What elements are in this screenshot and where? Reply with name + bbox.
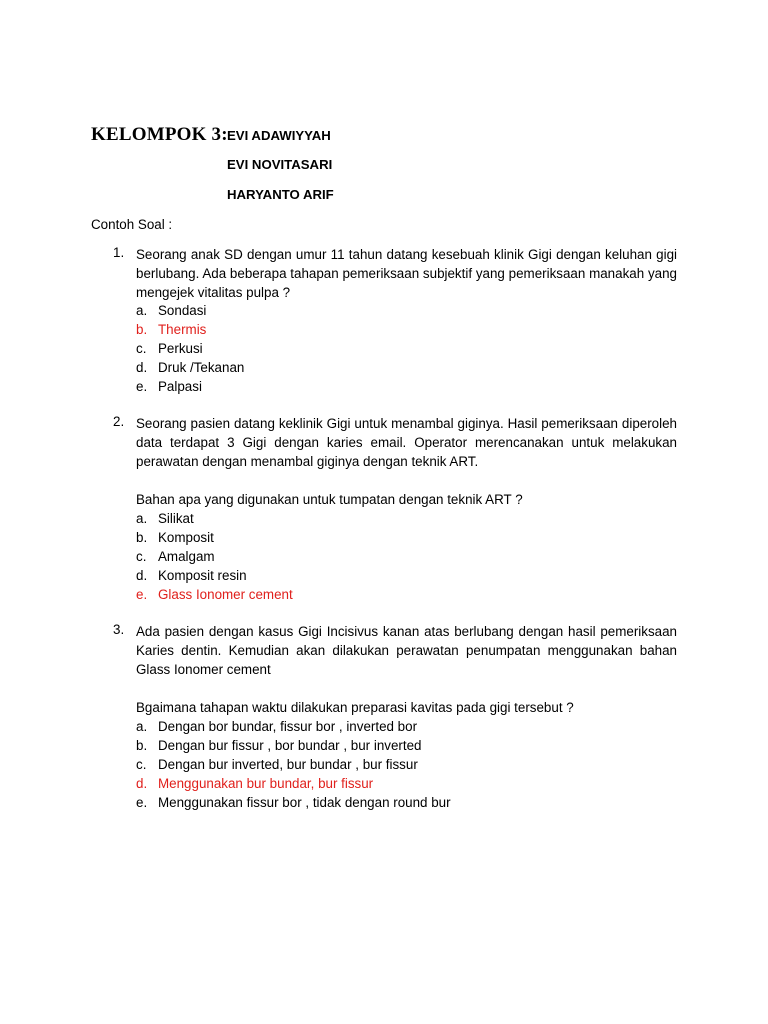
option-letter: c.	[136, 341, 147, 356]
option-letter: e.	[136, 795, 148, 810]
option-text: Dengan bor bundar, fissur bor , inverted bor	[158, 719, 418, 734]
question-text: Ada pasien dengan kasus Gigi Incisivus kanan atas berlubang dengan hasil pemeriksaan Karies dentin. Kemudian akan dilakukan perawatan penumpatan menggunakan bahan Glass Ionomer cement	[136, 624, 677, 677]
option-list	[136, 301, 696, 396]
option-item	[136, 774, 696, 793]
option-text: Dengan bur fissur , bor bundar , bur inverted	[158, 738, 422, 753]
option-item	[136, 358, 696, 377]
option-item	[136, 320, 696, 339]
question-number: 2.	[113, 414, 125, 429]
option-item	[136, 547, 696, 566]
option-item	[136, 717, 696, 736]
option-letter: b.	[136, 322, 148, 337]
option-letter: b.	[136, 738, 148, 753]
option-text: Sondasi	[158, 303, 207, 318]
option-letter: b.	[136, 530, 148, 545]
option-item	[136, 377, 696, 396]
option-letter: e.	[136, 587, 148, 602]
sub-question: Bgaimana tahapan waktu dilakukan preparasi kavitas pada gigi tersebut ?	[136, 700, 574, 715]
option-letter: a.	[136, 719, 148, 734]
option-letter: d.	[136, 568, 148, 583]
option-letter: d.	[136, 360, 148, 375]
option-text: Menggunakan fissur bor , tidak dengan round bur	[158, 795, 451, 810]
option-item	[136, 755, 696, 774]
option-letter: c.	[136, 757, 147, 772]
option-text: Thermis	[158, 322, 207, 337]
option-letter: d.	[136, 776, 148, 791]
option-text: Palpasi	[158, 379, 202, 394]
option-item	[136, 585, 696, 604]
option-item	[136, 528, 696, 547]
group-member: HARYANTO ARIF	[227, 187, 334, 202]
option-item	[136, 509, 696, 528]
question-text: Seorang anak SD dengan umur 11 tahun datang kesebuah klinik Gigi dengan keluhan gigi berlubang. Ada beberapa tahapan pemeriksaan subjektif yang pemeriksaan manakah yang mengejek vitalitas pulpa ?	[136, 247, 677, 300]
option-letter: c.	[136, 549, 147, 564]
option-list	[136, 717, 696, 812]
option-text: Menggunakan bur bundar, bur fissur	[158, 776, 374, 791]
option-text: Amalgam	[158, 549, 215, 564]
option-item	[136, 339, 696, 358]
option-text: Glass Ionomer cement	[158, 587, 293, 602]
intro-heading: Contoh Soal :	[91, 217, 173, 232]
question-number: 3.	[113, 622, 125, 637]
option-letter: a.	[136, 511, 148, 526]
group-member: EVI NOVITASARI	[227, 157, 333, 172]
option-text: Komposit	[158, 530, 214, 545]
option-item	[136, 736, 696, 755]
option-item	[136, 793, 696, 812]
option-letter: a.	[136, 303, 148, 318]
option-text: Silikat	[158, 511, 194, 526]
group-member: EVI ADAWIYYAH	[227, 128, 331, 143]
sub-question: Bahan apa yang digunakan untuk tumpatan dengan teknik ART ?	[136, 492, 523, 507]
option-text: Komposit resin	[158, 568, 247, 583]
question-text: Seorang pasien datang keklinik Gigi untuk menambal giginya. Hasil pemeriksaan diperoleh data terdapat 3 Gigi dengan karies email. Operator merencanakan untuk melakukan perawatan dengan menambal giginya dengan teknik ART.	[136, 416, 677, 469]
option-text: Dengan bur inverted, bur bundar , bur fissur	[158, 757, 418, 772]
option-text: Perkusi	[158, 341, 203, 356]
group-label: KELOMPOK 3:	[91, 124, 228, 145]
option-letter: e.	[136, 379, 148, 394]
option-text: Druk /Tekanan	[158, 360, 245, 375]
question-number: 1.	[113, 245, 125, 260]
option-item	[136, 566, 696, 585]
option-list	[136, 509, 696, 604]
option-item	[136, 301, 696, 320]
